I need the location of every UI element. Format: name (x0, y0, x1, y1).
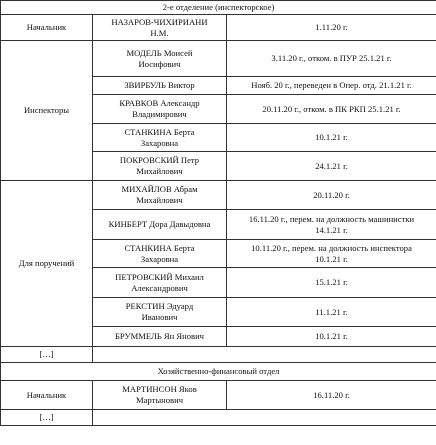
role-cell: Для поручений (1, 181, 93, 347)
name-cell: МОДЕЛЬ Моисей Иосифович (93, 41, 227, 77)
name-cell: МАРТИНСОН Яков Мартынович (93, 381, 227, 410)
note-cell: 16.11.20 г., перем. на должность машинистки 14.1.21 г. (227, 210, 436, 240)
table-row (1, 181, 436, 210)
note-cell: 15.1.21 г. (227, 268, 436, 298)
name-cell: КРАВКОВ Александр Владимирович (93, 95, 227, 124)
name-cell: НАЗАРОВ-ЧИХИРИАНИ Н.М. (93, 15, 227, 41)
section-header-row (1, 363, 436, 381)
name-cell: ЗВИРБУЛЬ Виктор (93, 77, 227, 95)
name-cell: МИХАЙЛОВ Абрам Михайлович (93, 181, 227, 210)
role-cell: Инспекторы (1, 41, 93, 181)
ellipsis-cell: […] (1, 410, 93, 426)
name-cell: БРУММЕЛЬ Ян Янович (93, 327, 227, 347)
empty-cell (93, 347, 436, 363)
table-row (1, 15, 436, 41)
note-cell: Нояб. 20 г., переведен в Опер. отд. 21.1.21 г. (227, 77, 436, 95)
name-cell: СТАНКИНА Берта Захаровна (93, 240, 227, 268)
table-row (1, 410, 436, 426)
name-cell: ПОКРОВСКИЙ Петр Михайлович (93, 152, 227, 181)
note-cell: 16.11.20 г. (227, 381, 436, 410)
note-cell: 1.11.20 г. (227, 15, 436, 41)
note-cell: 11.1.21 г. (227, 298, 436, 327)
section-title: Хозяйственно-финансовый отдел (1, 363, 436, 381)
ellipsis-cell: […] (1, 347, 93, 363)
name-cell: РЕКСТИН Эдуард Иванович (93, 298, 227, 327)
note-cell: 24.1.21 г. (227, 152, 436, 181)
table-row (1, 41, 436, 77)
section-header-row (1, 1, 436, 15)
note-cell: 10.1.21 г. (227, 124, 436, 152)
section-title: 2-е отделение (инспекторское) (1, 1, 436, 15)
role-cell: Начальник (1, 15, 93, 41)
name-cell: КИНБЕРТ Дора Давыдовна (93, 210, 227, 240)
note-cell: 10.11.20 г., перем. на должность инспектора 10.1.21 г. (227, 240, 436, 268)
note-cell: 3.11.20 г., отком. в ПУР 25.1.21 г. (227, 41, 436, 77)
role-cell: Начальник (1, 381, 93, 410)
note-cell: 10.1.21 г. (227, 327, 436, 347)
empty-cell (93, 410, 436, 426)
note-cell: 20.11.20 г. (227, 181, 436, 210)
name-cell: СТАНКИНА Берта Захаровна (93, 124, 227, 152)
table-row (1, 347, 436, 363)
table-row (1, 381, 436, 410)
name-cell: ПЕТРОВСКИЙ Михаил Александрович (93, 268, 227, 298)
note-cell: 20.11.20 г., отком. в ПК РКП 25.1.21 г. (227, 95, 436, 124)
